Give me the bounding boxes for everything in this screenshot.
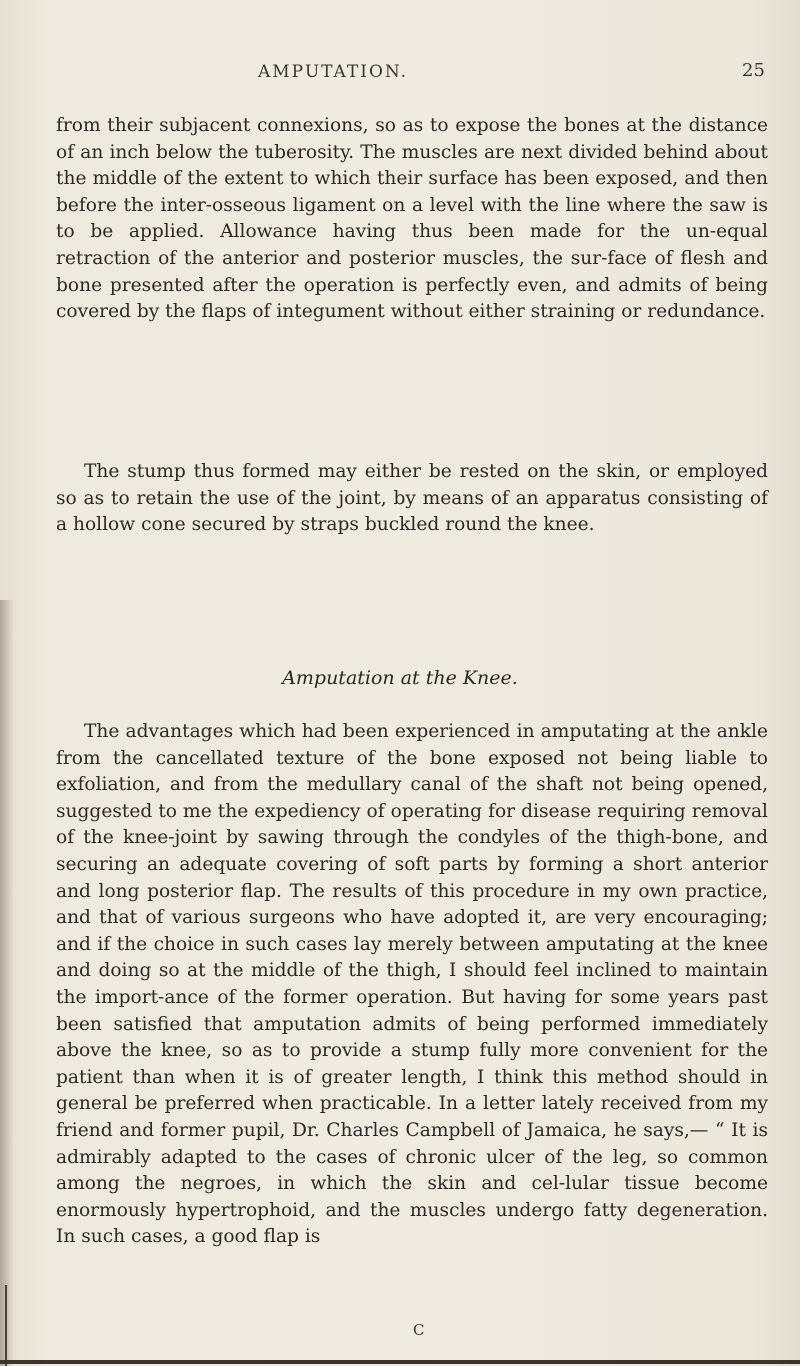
signature-mark: C <box>413 1321 425 1339</box>
page-number: 25 <box>742 60 765 81</box>
text-block-2 <box>56 459 768 539</box>
gutter-edge-line <box>5 1285 7 1366</box>
paragraph-1: from their subjacent connexions, so as to expose the bones at the distance of an inch below the tuberosity. The muscles are next divided behind about the middle of the extent to which their surface has been exposed, and then before the inter-osseous ligament on a level with the line where the saw is to be applied. Allowance having thus been made for the un-equal retraction of the anterior and posterior muscles, the sur-face of flesh and bone presented after the operation is perfectly even, and admits of being covered by the flaps of integument without either straining or redundance. <box>56 115 768 323</box>
section-heading: Amputation at the Knee. <box>282 667 518 689</box>
gutter-shadow <box>0 600 14 1366</box>
text-block-1 <box>56 113 768 326</box>
text-block-3 <box>56 719 768 1251</box>
running-head: AMPUTATION. <box>258 62 409 82</box>
bottom-edge-line <box>0 1360 800 1364</box>
paragraph-3: The advantages which had been experienced in amputating at the ankle from the cancellated texture of the bone exposed not being liable to exfoliation, and from the medullary canal of the shaft not being opened, suggested to me the expediency of operating for disease requiring removal of the knee-joint by sawing through the condyles of the thigh-bone, and securing an adequate covering of soft parts by forming a short anterior and long posterior flap. The results of this procedure in my own practice, and that of various surgeons who have adopted it, are very encouraging; and if the choice in such cases lay merely between amputating at the knee and doing so at the middle of the thigh, I should feel inclined to maintain the import-ance of the former operation. But having for some years past been satisfied that amputation admits of being performed immediately above the knee, so as to provide a stump fully more convenient for the patient than when it is of greater length, I think this method should in general be preferred when practicable. In a letter lately received from my friend and former pupil, Dr. Charles Campbell of Jamaica, he says,— “ It is admirably adapted to the cases of chronic ulcer of the leg, so common among the negroes, in which the skin and cel-lular tissue become enormously hypertrophoid, and the muscles undergo fatty degeneration. In such cases, a good flap is <box>56 721 768 1248</box>
paragraph-2: The stump thus formed may either be rested on the skin, or employed so as to retain the use of the joint, by means of an apparatus consisting of a hollow cone secured by straps buckled round the knee. <box>56 461 768 536</box>
